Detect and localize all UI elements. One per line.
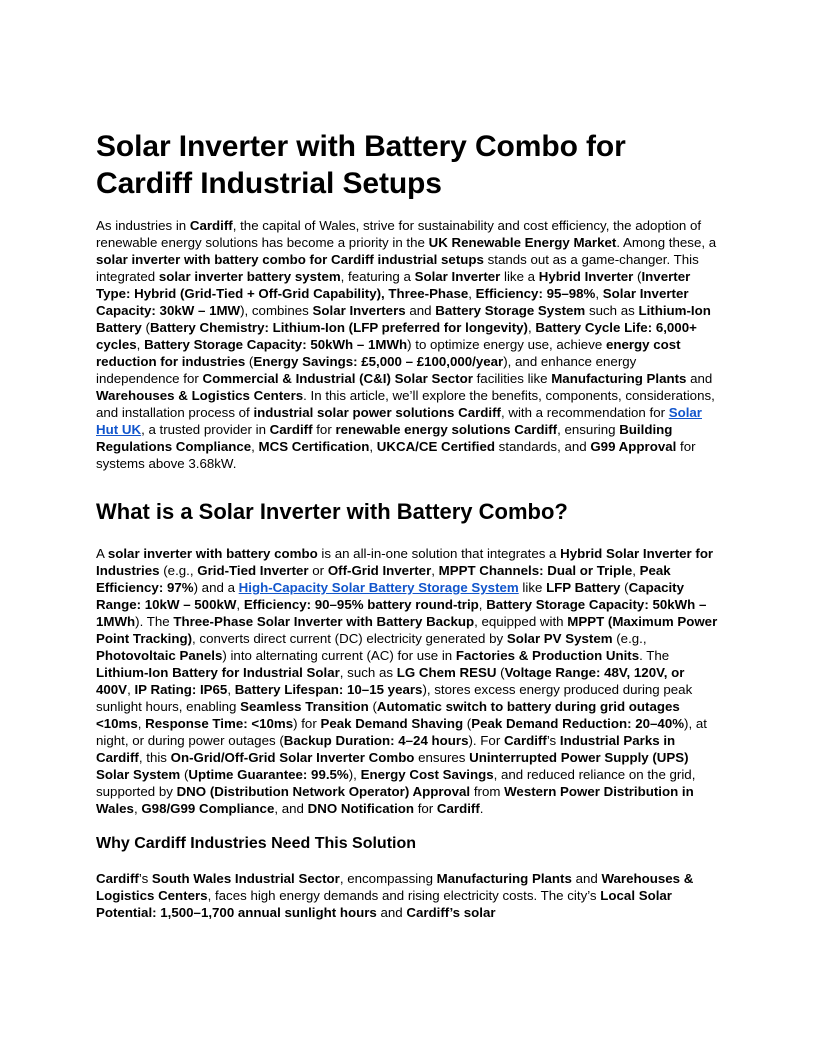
- bold-term: UKCA/CE Certified: [376, 439, 495, 454]
- bold-term: MCS Certification: [258, 439, 370, 454]
- what-paragraph: [96, 545, 722, 817]
- document-page: [96, 128, 722, 921]
- bold-term: energy cost reduction for industries: [96, 337, 681, 369]
- text-run: . The: [639, 648, 670, 663]
- bold-term: solar inverter with battery combo for Cardiff industrial setups: [96, 252, 484, 267]
- text-run: ), at night, or during power outages (: [96, 716, 707, 748]
- text-run: ,: [595, 286, 603, 301]
- text-run: , converts direct current (DC) electricity generated by: [192, 631, 507, 646]
- text-run: , such as: [339, 665, 397, 680]
- bold-term: Cardiff: [189, 218, 233, 233]
- bold-term: Peak Demand Reduction: 20–40%: [471, 716, 685, 731]
- bold-term: solar inverter with battery combo: [107, 546, 318, 561]
- bold-term: Inverter Type: Hybrid (Grid-Tied + Off-Grid Capability), Three-Phase: [96, 269, 691, 301]
- bold-term: Solar PV System: [506, 631, 613, 646]
- text-run: such as: [585, 303, 639, 318]
- bold-term: Lithium-Ion Battery for Industrial Solar: [96, 665, 340, 680]
- bold-term: Energy Cost Savings: [360, 767, 494, 782]
- text-run: for: [312, 422, 336, 437]
- inline-link[interactable]: Solar Hut UK: [96, 405, 702, 437]
- why-paragraph: [96, 870, 722, 921]
- text-run: ,: [468, 286, 476, 301]
- bold-term: Cardiff: [96, 871, 139, 886]
- text-run: , the capital of Wales, strive for sustainability and cost efficiency, the adoption of renewable energy solutions has become a priority in the: [96, 218, 702, 250]
- bold-term: Battery Lifespan: 10–15 years: [234, 682, 423, 697]
- bold-term: Hybrid Inverter: [538, 269, 634, 284]
- bold-term: Off-Grid Inverter: [327, 563, 432, 578]
- bold-term: Backup Duration: 4–24 hours: [283, 733, 469, 748]
- text-run: ,: [632, 563, 640, 578]
- text-run: .: [479, 801, 484, 816]
- text-run: (: [463, 716, 472, 731]
- bold-term: Solar Inverter Capacity: 30kW – 1MW: [96, 286, 689, 318]
- bold-term: Three-Phase Solar Inverter with Battery Backup: [173, 614, 475, 629]
- text-run: is an all-in-one solution that integrates a: [317, 546, 561, 561]
- bold-term: Local Solar Potential: 1,500–1,700 annual sunlight hours: [96, 888, 672, 920]
- bold-term: On-Grid/Off-Grid Solar Inverter Combo: [170, 750, 415, 765]
- bold-term: Building Regulations Compliance: [96, 422, 673, 454]
- bold-term: Cardiff: [436, 801, 480, 816]
- bold-term: Cardiff: [503, 733, 547, 748]
- bold-term: LFP Battery: [546, 580, 621, 595]
- bold-term: Grid-Tied Inverter: [197, 563, 309, 578]
- text-run: like a: [500, 269, 539, 284]
- text-run: stands out as a game-changer. This integrated: [96, 252, 699, 284]
- bold-term: Factories & Production Units: [455, 648, 640, 663]
- bold-term: Manufacturing Plants: [436, 871, 572, 886]
- bold-term: Seamless Transition: [240, 699, 369, 714]
- text-run: (: [496, 665, 505, 680]
- text-run: ). For: [468, 733, 504, 748]
- text-run: . In this article, we’ll explore the benefits, components, considerations, and installation process of: [96, 388, 715, 420]
- text-run: (: [180, 767, 189, 782]
- inline-link[interactable]: High-Capacity Solar Battery Storage System: [238, 580, 519, 595]
- text-run: (: [368, 699, 377, 714]
- bold-term: Industrial Parks in Cardiff: [96, 733, 676, 765]
- bold-term: LG Chem RESU: [396, 665, 497, 680]
- bold-term: Energy Savings: £5,000 – £100,000/year: [253, 354, 504, 369]
- bold-term: Battery Chemistry: Lithium-Ion (LFP preferred for longevity): [149, 320, 528, 335]
- bold-term: IP Rating: IP65: [134, 682, 228, 697]
- text-run: (e.g.,: [612, 631, 647, 646]
- text-run: , equipped with: [474, 614, 568, 629]
- bold-term: UK Renewable Energy Market: [428, 235, 617, 250]
- text-run: ) for: [293, 716, 321, 731]
- bold-term: Western Power Distribution in Wales: [96, 784, 694, 816]
- text-run: ,: [236, 597, 244, 612]
- page-title: Solar Inverter with Battery Combo for Cardiff Industrial Setups: [96, 130, 626, 200]
- text-run: and: [686, 371, 713, 386]
- text-run: for: [414, 801, 437, 816]
- bold-term: Solar Inverters: [312, 303, 406, 318]
- text-run: (: [141, 320, 150, 335]
- text-run: facilities like: [472, 371, 552, 386]
- text-run: , featuring a: [340, 269, 415, 284]
- text-run: ) and a: [193, 580, 239, 595]
- bold-term: Cardiff’s solar: [406, 905, 496, 920]
- text-run: , faces high energy demands and rising electricity costs. The city’s: [207, 888, 601, 903]
- bold-term: Battery Storage Capacity: 50kWh – 1MWh: [96, 597, 707, 629]
- bold-term: Warehouses & Logistics Centers: [96, 871, 694, 903]
- text-run: , this: [138, 750, 171, 765]
- text-run: standards, and: [494, 439, 591, 454]
- text-run: ),: [348, 767, 361, 782]
- text-run: or: [308, 563, 328, 578]
- bold-term: renewable energy solutions Cardiff: [335, 422, 558, 437]
- text-run: from: [470, 784, 505, 799]
- bold-term: Hybrid Solar Inverter for Industries: [96, 546, 714, 578]
- text-run: ) into alternating current (AC) for use in: [222, 648, 456, 663]
- text-run: (: [245, 354, 254, 369]
- bold-term: Photovoltaic Panels: [96, 648, 223, 663]
- bold-term: Peak Demand Shaving: [320, 716, 464, 731]
- text-run: ,: [251, 439, 259, 454]
- section-heading-what: What is a Solar Inverter with Battery Combo?: [96, 499, 568, 524]
- text-run: ). The: [135, 614, 174, 629]
- bold-term: Response Time: <10ms: [145, 716, 294, 731]
- bold-term: Efficiency: 95–98%: [475, 286, 596, 301]
- bold-term: MPPT (Maximum Power Point Tracking): [96, 614, 718, 646]
- text-run: , a trusted provider in: [141, 422, 270, 437]
- text-run: and: [376, 905, 407, 920]
- text-run: ), combines: [240, 303, 313, 318]
- text-run: and: [405, 303, 436, 318]
- text-run: , with a recommendation for: [500, 405, 669, 420]
- text-run: ,: [478, 597, 487, 612]
- bold-term: Uptime Guarantee: 99.5%: [188, 767, 349, 782]
- bold-term: Battery Storage Capacity: 50kWh – 1MWh: [144, 337, 408, 352]
- text-run: like: [518, 580, 547, 595]
- text-run: ,: [227, 682, 235, 697]
- text-run: ,: [136, 337, 145, 352]
- text-run: ,: [127, 682, 135, 697]
- text-run: for systems above 3.68kW.: [96, 439, 696, 471]
- text-run: ) to optimize energy use, achieve: [407, 337, 606, 352]
- text-run: ’s: [138, 871, 152, 886]
- bold-term: Commercial & Industrial (C&I) Solar Sector: [202, 371, 473, 386]
- bold-term: Uninterrupted Power Supply (UPS) Solar System: [96, 750, 689, 782]
- text-run: ensures: [414, 750, 470, 765]
- text-run: ,: [527, 320, 536, 335]
- text-run: , and reduced reliance on the grid, supported by: [96, 767, 696, 799]
- text-run: ,: [133, 801, 142, 816]
- text-run: , ensuring: [557, 422, 620, 437]
- text-run: , encompassing: [339, 871, 437, 886]
- bold-term: Peak Efficiency: 97%: [96, 563, 671, 595]
- bold-term: Solar Inverter: [414, 269, 501, 284]
- bold-term: South Wales Industrial Sector: [151, 871, 340, 886]
- text-run: ,: [369, 439, 377, 454]
- text-run: , and: [274, 801, 308, 816]
- bold-term: Warehouses & Logistics Centers: [96, 388, 304, 403]
- bold-term: Voltage Range: 48V, 120V, or 400V: [96, 665, 685, 697]
- bold-term: DNO (Distribution Network Operator) Approval: [176, 784, 471, 799]
- text-run: ), and enhance energy independence for: [96, 354, 637, 386]
- bold-term: MPPT Channels: Dual or Triple: [438, 563, 633, 578]
- text-run: ,: [431, 563, 439, 578]
- bold-term: Cardiff: [269, 422, 313, 437]
- text-run: and: [571, 871, 602, 886]
- bold-term: DNO Notification: [307, 801, 415, 816]
- bold-term: industrial solar power solutions Cardiff: [253, 405, 501, 420]
- bold-term: Capacity Range: 10kW – 500kW: [96, 580, 685, 612]
- bold-term: Efficiency: 90–95% battery round-trip: [243, 597, 479, 612]
- intro-paragraph: [96, 217, 722, 472]
- bold-term: solar inverter battery system: [158, 269, 341, 284]
- bold-term: Battery Cycle Life: 6,000+ cycles: [96, 320, 697, 352]
- bold-term: Battery Storage System: [435, 303, 586, 318]
- text-run: (: [633, 269, 642, 284]
- text-run: As industries in: [96, 218, 190, 233]
- text-run: A: [96, 546, 108, 561]
- subsection-heading-why: Why Cardiff Industries Need This Solution: [96, 835, 417, 852]
- bold-term: Automatic switch to battery during grid outages <10ms: [96, 699, 680, 731]
- text-run: (: [620, 580, 629, 595]
- text-run: ’s: [546, 733, 560, 748]
- bold-term: Lithium-Ion Battery: [96, 303, 711, 335]
- text-run: ), stores excess energy produced during peak sunlight hours, enabling: [96, 682, 693, 714]
- bold-term: Manufacturing Plants: [551, 371, 687, 386]
- bold-term: G98/G99 Compliance: [141, 801, 275, 816]
- bold-term: G99 Approval: [590, 439, 677, 454]
- text-run: ,: [137, 716, 146, 731]
- text-run: . Among these, a: [616, 235, 717, 250]
- text-run: (e.g.,: [159, 563, 198, 578]
